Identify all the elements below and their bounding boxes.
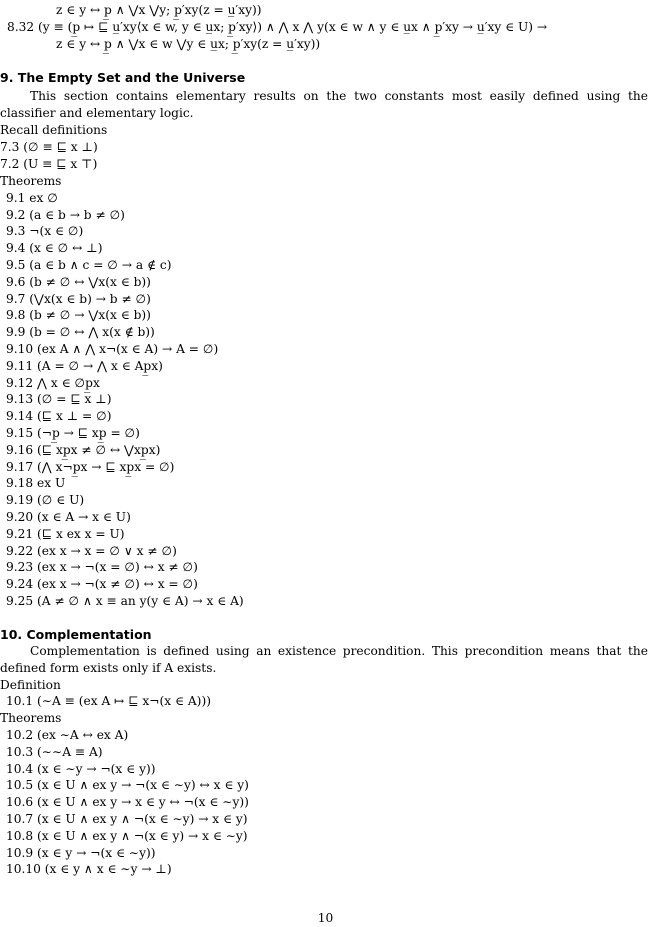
section-10-intro: Complementation is defined using an existence precondition. This precondition means that the defined form exists only if A exists. [0,644,648,675]
section-10-heading: 10. Complementation [0,627,152,642]
theorem-line: 9.11 (A = ∅ → ⋀ x ∈ Ap̲x) [6,359,163,373]
theorem-line: 10.4 (x ∈ ∼y → ¬(x ∈ y)) [6,762,156,776]
theorem-line: 10.9 (x ∈ y → ¬(x ∈ ∼y)) [6,846,156,860]
theorem-line: 9.7 (⋁x(x ∈ b) → b ≠ ∅) [6,292,151,306]
theorem-line: 9.6 (b ≠ ∅ ↔ ⋁x(x ∈ b)) [6,275,151,289]
section-9-intro: This section contains elementary results on the two constants most easily defined using the classifier and elementary logic. [0,89,648,120]
theorem-line: 9.13 (∅ = ⊑ x ⊥) [6,392,112,406]
definition-label: Definition [0,678,61,692]
theorem-line: 9.20 (x ∈ A → x ∈ U) [6,510,131,524]
theorem-line: 9.10 (ex A ∧ ⋀ x¬(x ∈ A) → A = ∅) [6,342,219,356]
carryover-line-1: z ∈ y ↔ p̲ ∧ ⋁x ⋁y; p̲′xy(z = u̲′xy)) [56,3,262,17]
theorem-line: 10.7 (x ∈ U ∧ ex y ∧ ¬(x ∈ ∼y) → x ∈ y) [6,812,248,826]
theorem-line: 10.6 (x ∈ U ∧ ex y → x ∈ y ↔ ¬(x ∈ ∼y)) [6,795,249,809]
theorem-line: 9.12 ⋀ x ∈ ∅p̲x [6,376,100,390]
theorems-label: Theorems [0,174,62,188]
theorem-line: 9.25 (A ≠ ∅ ∧ x ≡ an y(y ∈ A) → x ∈ A) [6,594,244,608]
theorem-line: 9.17 (⋀ x¬p̲x → ⊑ xp̲x = ∅) [6,460,175,474]
theorem-line: 9.8 (b ≠ ∅ → ⋁x(x ∈ b)) [6,308,151,322]
theorem-line: 9.21 (⊑ x ex x = U) [6,527,125,541]
theorem-line: 9.15 (¬p̲ → ⊑ xp̲ = ∅) [6,426,140,440]
theorem-line: 9.5 (a ∈ b ∧ c = ∅ → a ∉ c) [6,258,172,272]
theorems-label: Theorems [0,711,62,725]
page-number: 10 [317,911,334,925]
theorem-line: 9.23 (ex x → ¬(x = ∅) ↔ x ≠ ∅) [6,560,198,574]
definition-line: 10.1 (∼A ≡ (ex A ↦ ⊑ x¬(x ∈ A))) [6,694,211,708]
theorem-line: 10.5 (x ∈ U ∧ ex y → ¬(x ∈ ∼y) ↔ x ∈ y) [6,778,249,792]
carryover-line-3: z ∈ y ↔ p̲ ∧ ⋁x ∈ w ⋁y ∈ u̲x; p̲′xy(z = u̲′xy)) [56,37,321,51]
theorem-line: 9.14 (⊑ x ⊥ = ∅) [6,409,112,423]
theorem-line: 9.22 (ex x → x = ∅ ∨ x ≠ ∅) [6,544,177,558]
theorem-8-32: 8.32 (y ≡ (p̲ ↦ ⊑ u̲′xy⟨x ∈ w, y ∈ u̲x; p̲′xy⟩) ∧ ⋀ x ⋀ y(x ∈ w ∧ y ∈ u̲x ∧ p̲′xy → u̲′xy ∈ U) → [7,20,548,34]
theorem-line: 10.8 (x ∈ U ∧ ex y ∧ ¬(x ∈ y) → x ∈ ∼y) [6,829,248,843]
theorem-line: 9.18 ex U [6,476,66,490]
theorem-line: 9.1 ex ∅ [6,191,58,205]
section-9-heading: 9. The Empty Set and the Universe [0,70,246,85]
theorem-line: 9.2 (a ∈ b → b ≠ ∅) [6,208,125,222]
theorem-line: 9.3 ¬(x ∈ ∅) [6,224,84,238]
theorem-line: 9.9 (b = ∅ ↔ ⋀ x(x ∉ b)) [6,325,155,339]
theorem-line: 10.3 (∼∼A ≡ A) [6,745,103,759]
recall-definitions-label: Recall definitions [0,123,108,137]
theorem-line: 9.19 (∅ ∈ U) [6,493,85,507]
theorem-line: 9.16 (⊑ xp̲x ≠ ∅ ↔ ⋁xp̲x) [6,443,161,457]
theorem-line: 10.2 (ex ∼A ↔ ex A) [6,728,129,742]
theorem-line: 9.4 (x ∈ ∅ ↔ ⊥) [6,241,103,255]
theorem-line: 9.24 (ex x → ¬(x ≠ ∅) ↔ x = ∅) [6,577,198,591]
theorem-line: 10.10 (x ∈ y ∧ x ∈ ∼y → ⊥) [6,862,172,876]
recall-definition: 7.3 (∅ ≡ ⊑ x ⊥) [0,140,98,154]
recall-definition: 7.2 (U ≡ ⊑ x ⊤) [0,157,98,171]
